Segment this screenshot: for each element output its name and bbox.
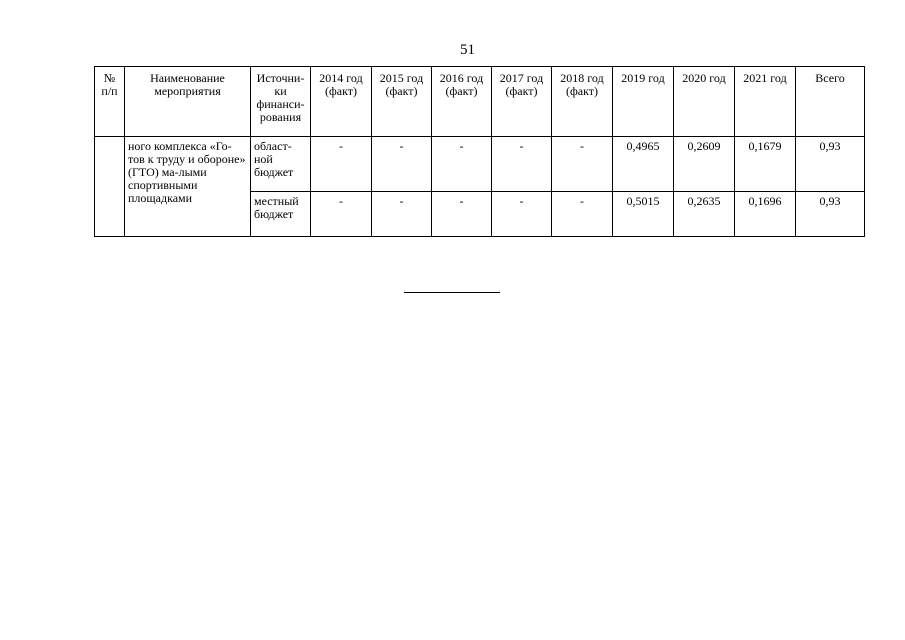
value-cell: -	[311, 192, 372, 237]
page-number: 51	[460, 42, 475, 58]
header-year-2017: 2017 год (факт)	[492, 67, 552, 137]
header-year-2018: 2018 год (факт)	[552, 67, 613, 137]
header-year-2020: 2020 год	[674, 67, 735, 137]
header-year-2016: 2016 год (факт)	[432, 67, 492, 137]
source-cell: област-ной бюджет	[251, 137, 311, 192]
value-cell: -	[492, 192, 552, 237]
header-year-2014: 2014 год (факт)	[311, 67, 372, 137]
total-cell: 0,93	[796, 137, 865, 192]
value-cell: 0,5015	[613, 192, 674, 237]
source-cell: местный бюджет	[251, 192, 311, 237]
value-cell: 0,1679	[735, 137, 796, 192]
header-year-2015: 2015 год (факт)	[372, 67, 432, 137]
value-cell: -	[372, 192, 432, 237]
value-cell: 0,1696	[735, 192, 796, 237]
value-cell: -	[432, 137, 492, 192]
separator-line	[404, 292, 500, 293]
header-total: Всего	[796, 67, 865, 137]
financing-table	[94, 66, 865, 237]
value-cell: -	[432, 192, 492, 237]
header-event-name: Наименование мероприятия	[125, 67, 251, 137]
value-cell: 0,4965	[613, 137, 674, 192]
header-number: № п/п	[95, 67, 125, 137]
value-cell: -	[492, 137, 552, 192]
total-cell: 0,93	[796, 192, 865, 237]
value-cell: -	[372, 137, 432, 192]
event-number-cell	[95, 137, 125, 237]
value-cell: -	[311, 137, 372, 192]
table-header-row	[95, 67, 865, 137]
value-cell: 0,2609	[674, 137, 735, 192]
value-cell: -	[552, 137, 613, 192]
value-cell: -	[552, 192, 613, 237]
header-year-2019: 2019 год	[613, 67, 674, 137]
header-year-2021: 2021 год	[735, 67, 796, 137]
header-funding-source: Источни-ки финанси-рования	[251, 67, 311, 137]
table-row	[95, 137, 865, 192]
value-cell: 0,2635	[674, 192, 735, 237]
event-name-cell: ного комплекса «Го-тов к труду и обороне» (ГТО) ма-лыми спортивными площадками	[125, 137, 251, 237]
